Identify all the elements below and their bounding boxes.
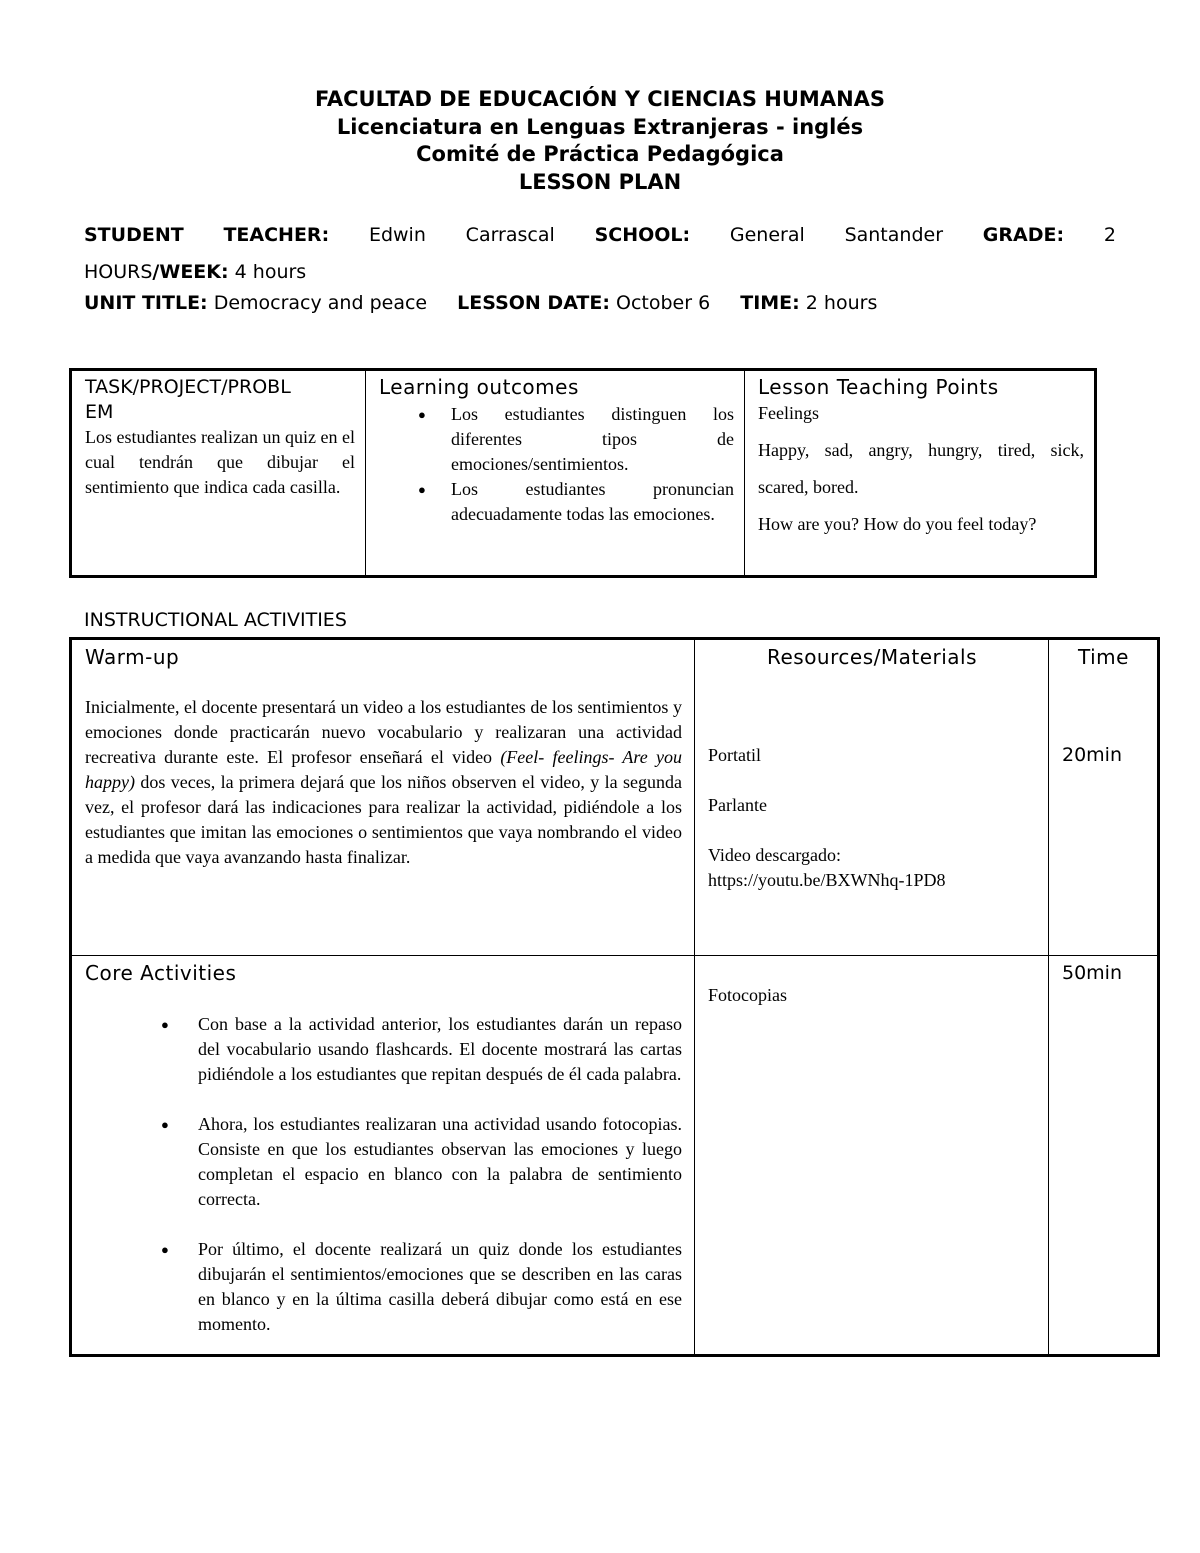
warmup-text-part1: Inicialmente, el docente presentará un video a los estudiantes de los sentimientos y emociones donde practicarán nuevo vocabulario y realizaran una actividad recreativa durante este. El profesor enseñará el video [85, 697, 682, 767]
warmup-resources [708, 743, 1036, 893]
student-label: STUDENT [84, 224, 184, 246]
list-item: ● Con base a la actividad anterior, los estudiantes darán un repaso del vocabulario usando flashcards. El docente mostrará las cartas pidiéndole a los estudiantes que repitan después de él cada palabra. [198, 1012, 682, 1087]
teaching-points-body [758, 395, 1084, 543]
hours-label-b: /WEEK: [152, 261, 229, 283]
list-item: ● Por último, el docente realizará un quiz donde los estudiantes dibujarán el sentimientos/emociones que se describen en las caras en blanco y en la última casilla deberá dibujar como está en ese momento. [198, 1237, 682, 1337]
faculty-title: FACULTAD DE EDUCACIÓN Y CIENCIAS HUMANAS [314, 87, 886, 111]
school-name-2: Santander [844, 224, 944, 246]
task-cell [71, 370, 366, 577]
plan-table [69, 368, 1097, 578]
list-item: ● Los estudiantes distinguen los diferentes tipos de emociones/sentimientos. [451, 402, 734, 477]
video-title: (Feel- feelings- Are you happy) [85, 747, 682, 792]
resource-speaker: Parlante [708, 795, 767, 815]
teaching-points-heading: Lesson Teaching Points [758, 375, 999, 399]
time-heading: Time [1078, 645, 1129, 669]
task-text: Los estudiantes realizan un quiz en el cual tendrán que dibujar el sentimiento que indica cada casilla. [85, 427, 355, 497]
resource-video: Video descargado: [708, 845, 842, 865]
grade-value: 2 [1103, 224, 1116, 246]
resource-video-link[interactable]: https://youtu.be/BXWNhq-1PD8 [708, 870, 946, 890]
teaching-points-feelings: Feelings [758, 403, 819, 423]
task-heading-line2: EM [85, 401, 114, 423]
task-heading [85, 375, 355, 425]
student-info [84, 217, 1116, 291]
program-title: Licenciatura en Lenguas Extranjeras - inglés [336, 114, 864, 139]
warmup-time: 20min [1062, 744, 1123, 766]
teaching-points-cell [745, 370, 1096, 577]
core-heading: Core Activities [85, 961, 237, 985]
teacher-label: TEACHER: [223, 224, 330, 246]
document-header [0, 86, 1200, 196]
core-cell [71, 956, 695, 1356]
school-label: SCHOOL: [594, 224, 691, 246]
task-heading-line1: TASK/PROJECT/PROBL [85, 376, 291, 398]
warmup-resources-cell [695, 639, 1049, 956]
committee-title: Comité de Práctica Pedagógica [416, 142, 784, 166]
outcomes-cell [366, 370, 745, 577]
core-list [85, 1012, 682, 1337]
warmup-heading: Warm-up [85, 645, 180, 669]
warmup-text-part2: dos veces, la primera dejará que los niños observen el video, y la segunda vez, el profesor dará las indicaciones para realizar la actividad, pidiéndole a los estudiantes que imitan las emociones o sentimientos que vaya nombrando el video a medida que vaya avanzando hasta finalizar. [85, 772, 682, 867]
time-label: TIME: [740, 292, 800, 314]
time-value: 2 hours [805, 292, 878, 314]
lesson-date-label: LESSON DATE: [457, 292, 610, 314]
lesson-date-value: October 6 [616, 292, 711, 314]
core-time-cell [1049, 956, 1159, 1356]
hours-value: 4 hours [234, 261, 307, 283]
hours-label-a: HOURS [84, 261, 153, 283]
warmup-cell [71, 639, 695, 956]
warmup-time-cell [1049, 639, 1159, 956]
resources-heading: Resources/Materials [766, 645, 978, 669]
lesson-plan-title: LESSON PLAN [518, 169, 682, 194]
core-time: 50min [1062, 962, 1123, 984]
section-title: INSTRUCTIONAL ACTIVITIES [84, 609, 347, 631]
list-item: ● Los estudiantes pronuncian adecuadamente todas las emociones. [451, 477, 734, 527]
teacher-last-name: Carrascal [465, 224, 555, 246]
unit-info [84, 292, 1116, 314]
school-name-1: General [729, 224, 805, 246]
teaching-points-questions: How are you? How do you feel today? [758, 514, 1037, 534]
resource-laptop: Portatil [708, 745, 761, 765]
outcomes-list [379, 402, 734, 527]
teaching-points-vocabulary: Happy, sad, angry, hungry, tired, sick, scared, bored. [758, 440, 1084, 497]
list-item: ● Ahora, los estudiantes realizaran una actividad usando fotocopias. Consiste en que los estudiantes observan las emociones y luego completan el espacio en blanco con la palabra de sentimiento correcta. [198, 1112, 682, 1212]
warmup-text [85, 695, 682, 870]
unit-title-label: UNIT TITLE: [84, 292, 208, 314]
unit-title-value: Democracy and peace [213, 292, 428, 314]
grade-label: GRADE: [982, 224, 1065, 246]
activities-table [69, 637, 1160, 1357]
outcomes-heading: Learning outcomes [379, 375, 579, 399]
core-resource: Fotocopias [708, 985, 787, 1005]
core-resources-cell [695, 956, 1049, 1356]
teacher-first-name: Edwin [368, 224, 426, 246]
